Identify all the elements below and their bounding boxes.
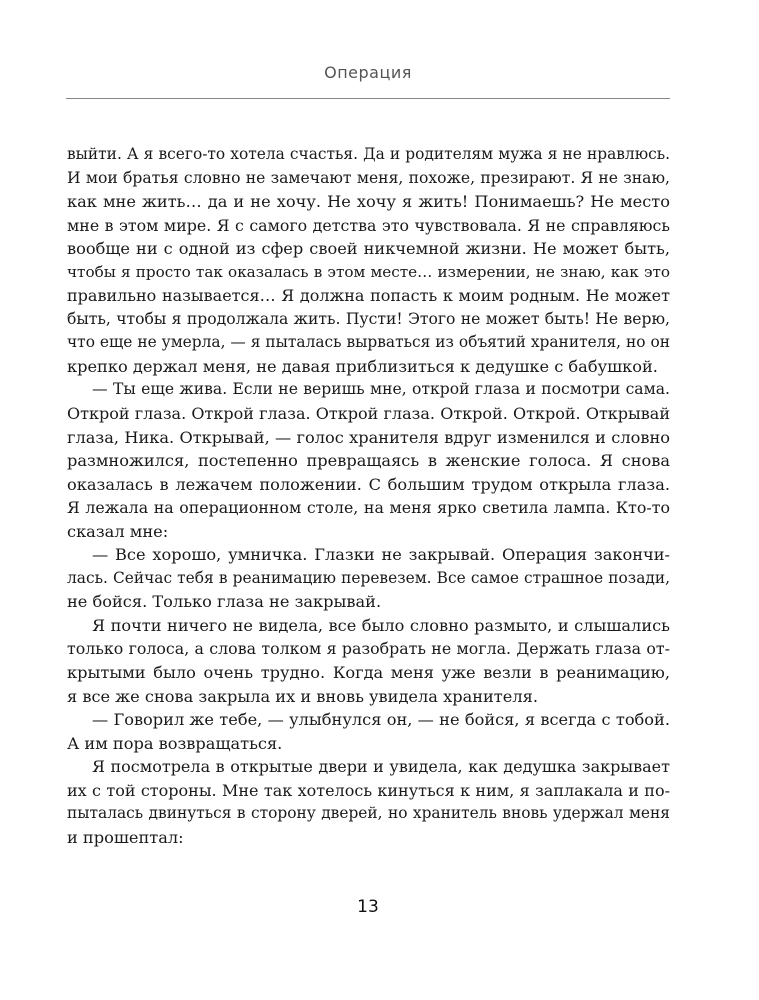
body-text <box>67 143 670 849</box>
text-line: только голоса, а слова толком я разобрать не могла. Держать глаза от- <box>67 639 670 659</box>
text-line: — Все хорошо, умничка. Глазки не закрывай. Операция закончи- <box>92 545 670 565</box>
text-line: Открой глаза. Открой глаза. Открой глаза. Открой. Открой. Открывай <box>67 404 670 424</box>
text-line: что еще не умерла, — я пыталась вырваться из объятий хранителя, но он <box>67 333 670 352</box>
text-line: крепко держал меня, не давая приблизиться к дедушке с бабушкой. <box>67 356 658 376</box>
text-line: чтобы я просто так оказалась в этом месте… измерении, не знаю, как это <box>67 262 670 281</box>
text-line: я все же снова закрыла их и вновь увидела хранителя. <box>67 686 538 706</box>
text-line: крытыми было очень трудно. Когда меня уже везли в реанимацию, <box>67 663 670 683</box>
text-line: правильно называется… Я должна попасть к моим родным. Не может <box>67 286 670 306</box>
text-line: их с той стороны. Мне так хотелось кинуться к ним, я заплакала и по- <box>67 780 670 800</box>
text-line: как мне жить… да и не хочу. Не хочу я жить! Понимаешь? Не место <box>67 192 670 212</box>
text-line: оказалась в лежачем положении. С большим трудом открыла глаза. <box>67 474 670 494</box>
text-line: И мои братья словно не замечают меня, похоже, презирают. Я не знаю, <box>67 168 670 187</box>
text-line: А им пора возвращаться. <box>67 733 283 753</box>
text-line: глаза, Ника. Открывай, — голос хранителя вдруг изменился и словно <box>67 427 670 447</box>
page-number: 13 <box>357 897 379 917</box>
text-line: — Говорил же тебе, — улыбнулся он, — не бойся, я всегда с тобой. <box>92 710 670 730</box>
text-line: сказал мне: <box>67 521 169 541</box>
text-line: вообще ни с одной из сфер своей никчемной жизни. Не может быть, <box>67 239 670 259</box>
header-rule <box>66 98 670 99</box>
text-line: лась. Сейчас тебя в реанимацию перевезем. Все самое страшное позади, <box>67 568 670 587</box>
text-line: Я посмотрела в открытые двери и увидела, как дедушка закрывает <box>92 757 670 777</box>
text-line: мне в этом мире. Я с самого детства это чувствовала. Я не справляюсь <box>67 215 670 235</box>
text-line: не бойся. Только глаза не закрывай. <box>67 592 382 612</box>
text-line: размножился, постепенно превращаясь в женские голоса. Я снова <box>67 451 670 471</box>
text-line: Я лежала на операционном столе, на меня ярко светила лампа. Кто-то <box>67 498 670 518</box>
text-line: быть, чтобы я продолжала жить. Пусти! Этого не может быть! Не верю, <box>67 309 670 328</box>
text-line: — Ты еще жива. Если не веришь мне, открой глаза и посмотри сама. <box>92 380 670 399</box>
running-title: Операция <box>324 63 412 82</box>
text-line: выйти. А я всего-то хотела счастья. Да и родителям мужа я не нравлюсь. <box>67 145 670 163</box>
text-line: пыталась двинуться в сторону дверей, но хранитель вновь удержал меня <box>67 804 670 823</box>
text-line: и прошептал: <box>67 827 184 847</box>
text-line: Я почти ничего не видела, все было словно размыто, и слышались <box>92 615 670 635</box>
